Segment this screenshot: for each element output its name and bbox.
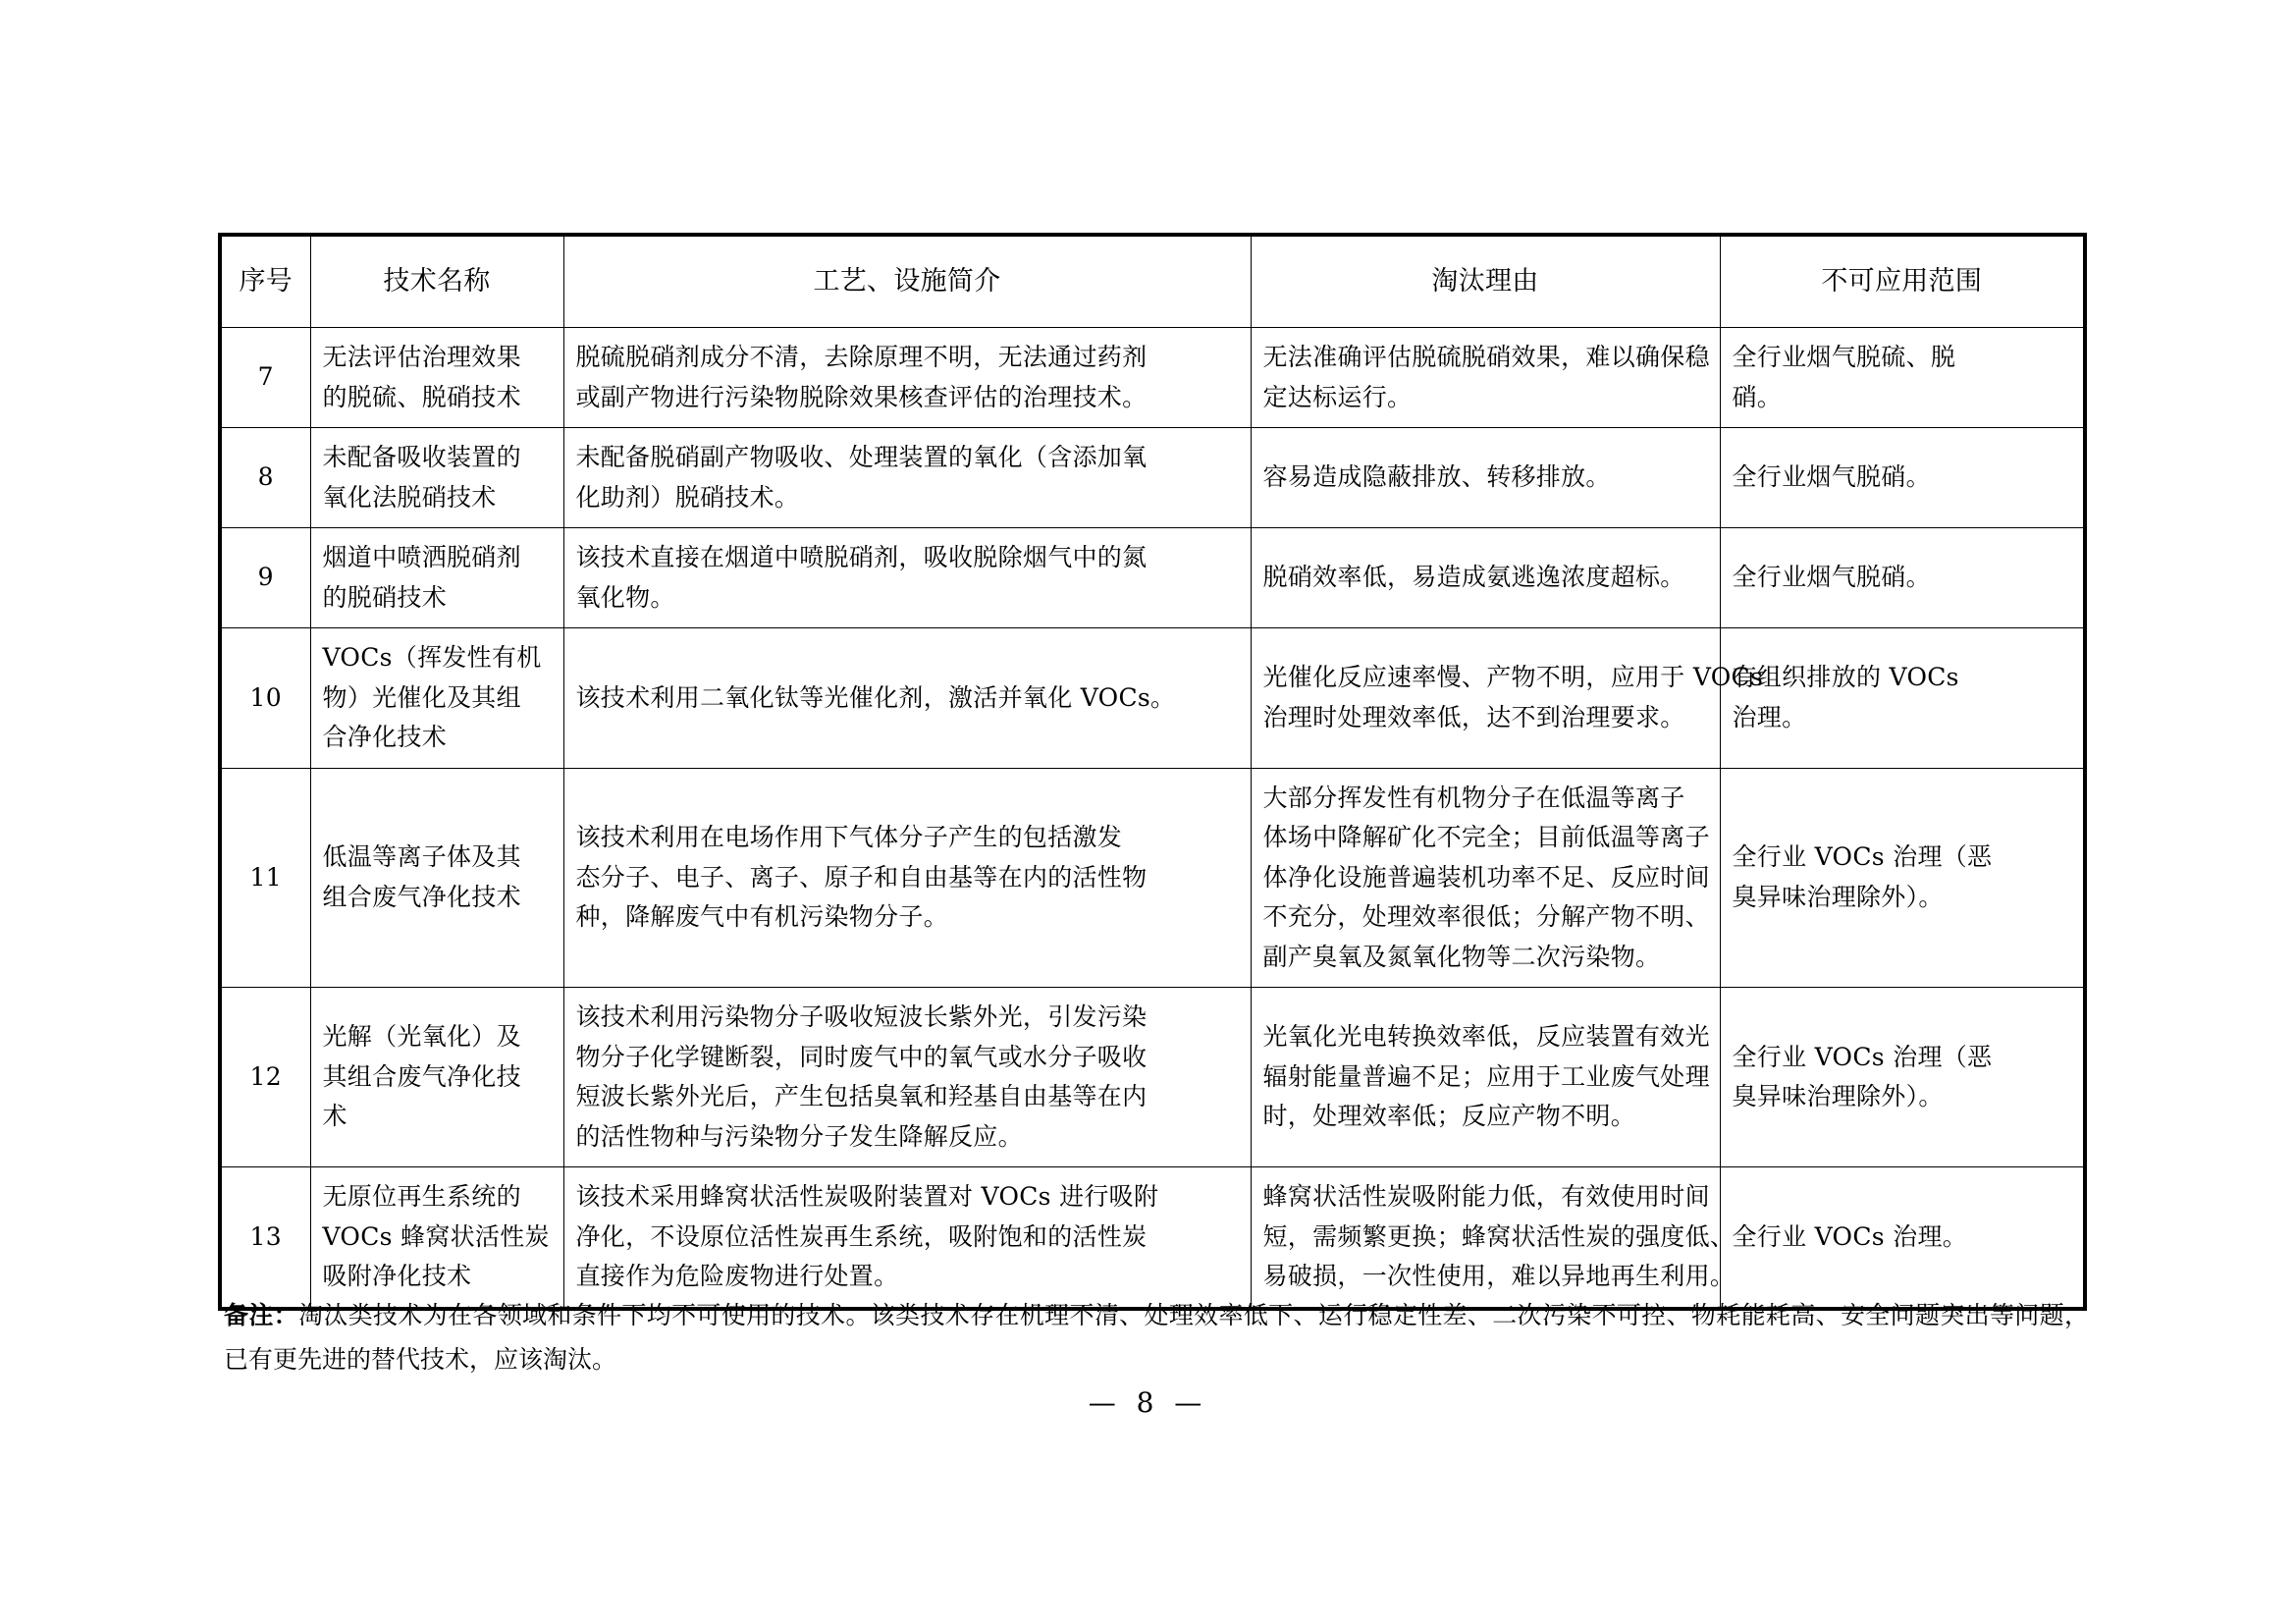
cell-inapplicable-scope	[1720, 428, 2085, 528]
cell-inapplicable-scope	[1720, 528, 2085, 628]
cell-elimination-reason-line: 光催化反应速率慢、产物不明，应用于 VOCs	[1262, 663, 1764, 692]
cell-process-description-line: 直接作为危险废物进行处置。	[575, 1262, 899, 1290]
cell-technology-name-line: VOCs（挥发性有机	[322, 643, 542, 672]
table-row	[220, 1167, 2085, 1309]
cell-technology-name-line: 氧化法脱硝技术	[322, 482, 497, 512]
cell-elimination-reason-line: 时，处理效率低；反应产物不明。	[1262, 1102, 1636, 1131]
cell-process-description-line: 未配备脱硝副产物吸收、处理装置的氧化（含添加氧	[575, 443, 1148, 471]
table-note	[224, 1294, 2089, 1381]
cell-no: 11	[220, 768, 310, 988]
cell-elimination-reason	[1251, 988, 1720, 1167]
cell-inapplicable-scope-line: 全行业烟气脱硝。	[1732, 462, 1931, 492]
cell-technology-name-line: 术	[322, 1102, 347, 1131]
cell-process-description	[563, 528, 1251, 628]
cell-technology-name	[310, 328, 563, 428]
cell-process-description-line: 该技术利用在电场作用下气体分子产生的包括激发	[575, 823, 1123, 851]
cell-process-description-line: 短波长紫外光后，产生包括臭氧和羟基自由基等在内	[575, 1082, 1148, 1110]
cell-elimination-reason	[1251, 528, 1720, 628]
cell-technology-name-line: VOCs 蜂窝状活性炭	[322, 1221, 550, 1251]
cell-inapplicable-scope	[1720, 1167, 2085, 1309]
page-number: — 8 —	[1088, 1386, 1208, 1419]
cell-technology-name-line: 的脱硝技术	[322, 582, 448, 612]
cell-technology-name	[310, 1167, 563, 1309]
cell-process-description	[563, 628, 1251, 769]
cell-process-description-line: 氧化物。	[575, 582, 675, 612]
cell-elimination-reason	[1251, 1167, 1735, 1309]
cell-elimination-reason-line: 大部分挥发性有机物分子在低温等离子	[1262, 783, 1685, 812]
cell-technology-name-line: 光解（光氧化）及	[322, 1022, 521, 1052]
column-header-scope: 不可应用范围	[1720, 235, 2085, 328]
cell-process-description	[563, 428, 1251, 528]
cell-technology-name	[310, 628, 563, 769]
cell-inapplicable-scope-line: 臭异味治理除外）。	[1732, 1082, 1944, 1110]
cell-process-description-line: 种，降解废气中有机污染物分子。	[575, 902, 949, 931]
cell-no: 13	[220, 1167, 310, 1309]
cell-process-description-line: 该技术利用二氧化钛等光催化剂，激活并氧化 VOCs。	[575, 682, 1176, 712]
cell-no: 12	[220, 988, 310, 1167]
cell-inapplicable-scope-line: 治理。	[1732, 702, 1807, 731]
cell-process-description-line: 物分子化学键断裂，同时废气中的氧气或水分子吸收	[575, 1042, 1148, 1071]
cell-process-description	[563, 1167, 1251, 1309]
cell-inapplicable-scope-line: 有组织排放的 VOCs	[1732, 663, 1959, 692]
column-header-reason: 淘汰理由	[1251, 235, 1720, 328]
column-header-name: 技术名称	[310, 235, 563, 328]
cell-elimination-reason-line: 脱硝效率低，易造成氨逃逸浓度超标。	[1262, 563, 1685, 592]
column-header-no: 序号	[220, 235, 310, 328]
note-text: 淘汰类技术为在各领域和条件下均不可使用的技术。该类技术存在机理不清、处理效率低下、运行稳定性差、二次污染不可控、物耗能耗高、安全问题突出等问题，已有更先进的替代技术，应该淘汰。	[224, 1301, 2089, 1374]
cell-inapplicable-scope-line: 全行业 VOCs 治理（恶	[1732, 1042, 1993, 1071]
cell-elimination-reason-line: 不充分，处理效率很低；分解产物不明、	[1262, 902, 1710, 931]
cell-technology-name-line: 的脱硫、脱硝技术	[322, 382, 521, 411]
cell-technology-name-line: 其组合废气净化技	[322, 1061, 521, 1091]
cell-elimination-reason-line: 光氧化光电转换效率低，反应装置有效光	[1262, 1022, 1710, 1052]
cell-inapplicable-scope-line: 全行业烟气脱硝。	[1732, 563, 1931, 592]
cell-inapplicable-scope	[1720, 628, 2085, 769]
cell-process-description	[563, 328, 1251, 428]
cell-technology-name-line: 无原位再生系统的	[322, 1182, 521, 1211]
cell-elimination-reason-line: 无法准确评估脱硫脱硝效果，难以确保稳	[1262, 343, 1710, 371]
eliminated-technology-table-container	[218, 233, 2083, 1311]
cell-elimination-reason-line: 体场中降解矿化不完全；目前低温等离子	[1262, 823, 1710, 851]
note-label: 备注：	[224, 1301, 299, 1329]
cell-elimination-reason-line: 易破损，一次性使用，难以异地再生利用。	[1262, 1262, 1735, 1290]
cell-elimination-reason	[1251, 628, 1764, 769]
cell-technology-name-line: 烟道中喷洒脱硝剂	[322, 543, 521, 571]
cell-process-description-line: 或副产物进行污染物脱除效果核查评估的治理技术。	[575, 382, 1148, 411]
cell-inapplicable-scope	[1720, 768, 2085, 988]
cell-process-description-line: 该技术利用污染物分子吸收短波长紫外光，引发污染	[575, 1002, 1148, 1031]
cell-process-description	[563, 768, 1251, 988]
cell-technology-name	[310, 768, 563, 988]
table-row	[220, 428, 2085, 528]
cell-technology-name-line: 物）光催化及其组	[322, 682, 521, 712]
cell-elimination-reason-line: 蜂窝状活性炭吸附能力低，有效使用时间	[1262, 1182, 1710, 1211]
cell-inapplicable-scope	[1720, 328, 2085, 428]
cell-elimination-reason-line: 辐射能量普遍不足；应用于工业废气处理	[1262, 1061, 1710, 1091]
table-header	[220, 235, 2085, 328]
table-row	[220, 528, 2085, 628]
cell-no: 7	[220, 328, 310, 428]
cell-inapplicable-scope-line: 全行业 VOCs 治理。	[1732, 1221, 1968, 1251]
cell-process-description-line: 的活性物种与污染物分子发生降解反应。	[575, 1121, 1023, 1151]
cell-inapplicable-scope-line: 全行业烟气脱硫、脱	[1732, 343, 1956, 371]
table-header-row	[220, 235, 2085, 328]
cell-process-description-line: 净化，不设原位活性炭再生系统，吸附饱和的活性炭	[575, 1221, 1148, 1251]
cell-no: 8	[220, 428, 310, 528]
table-body	[220, 328, 2085, 1309]
cell-inapplicable-scope-line: 全行业 VOCs 治理（恶	[1732, 842, 1993, 872]
cell-technology-name-line: 合净化技术	[322, 723, 448, 751]
cell-technology-name-line: 未配备吸收装置的	[322, 443, 521, 471]
cell-process-description-line: 该技术直接在烟道中喷脱硝剂，吸收脱除烟气中的氮	[575, 543, 1148, 571]
cell-elimination-reason-line: 副产臭氧及氮氧化物等二次污染物。	[1262, 942, 1661, 971]
cell-elimination-reason-line: 治理时处理效率低，达不到治理要求。	[1262, 702, 1685, 731]
table-row	[220, 988, 2085, 1167]
table-row	[220, 768, 2085, 988]
column-header-process: 工艺、设施简介	[563, 235, 1251, 328]
cell-elimination-reason-line: 容易造成隐蔽排放、转移排放。	[1262, 462, 1611, 492]
cell-process-description-line: 脱硫脱硝剂成分不清，去除原理不明，无法通过药剂	[575, 343, 1148, 371]
cell-process-description-line: 态分子、电子、离子、原子和自由基等在内的活性物	[575, 862, 1148, 892]
cell-technology-name-line: 吸附净化技术	[322, 1262, 472, 1290]
cell-elimination-reason-line: 短，需频繁更换；蜂窝状活性炭的强度低、	[1262, 1221, 1735, 1251]
cell-technology-name-line: 低温等离子体及其	[322, 842, 521, 872]
cell-elimination-reason	[1251, 768, 1720, 988]
cell-technology-name-line: 组合废气净化技术	[322, 882, 521, 911]
eliminated-technology-table	[218, 233, 2087, 1311]
cell-no: 9	[220, 528, 310, 628]
cell-elimination-reason-line: 定达标运行。	[1262, 382, 1413, 411]
cell-technology-name-line: 无法评估治理效果	[322, 343, 521, 371]
cell-technology-name	[310, 988, 563, 1167]
table-row	[220, 628, 2085, 769]
cell-elimination-reason	[1251, 328, 1720, 428]
cell-no: 10	[220, 628, 310, 769]
cell-process-description	[563, 988, 1251, 1167]
cell-inapplicable-scope	[1720, 988, 2085, 1167]
table-row	[220, 328, 2085, 428]
cell-technology-name	[310, 428, 563, 528]
cell-elimination-reason-line: 体净化设施普遍装机功率不足、反应时间	[1262, 862, 1710, 892]
cell-inapplicable-scope-line: 臭异味治理除外）。	[1732, 882, 1944, 911]
cell-process-description-line: 该技术采用蜂窝状活性炭吸附装置对 VOCs 进行吸附	[575, 1182, 1159, 1211]
cell-inapplicable-scope-line: 硝。	[1732, 382, 1783, 411]
cell-technology-name	[310, 528, 563, 628]
cell-elimination-reason	[1251, 428, 1720, 528]
cell-process-description-line: 化助剂）脱硝技术。	[575, 482, 800, 512]
